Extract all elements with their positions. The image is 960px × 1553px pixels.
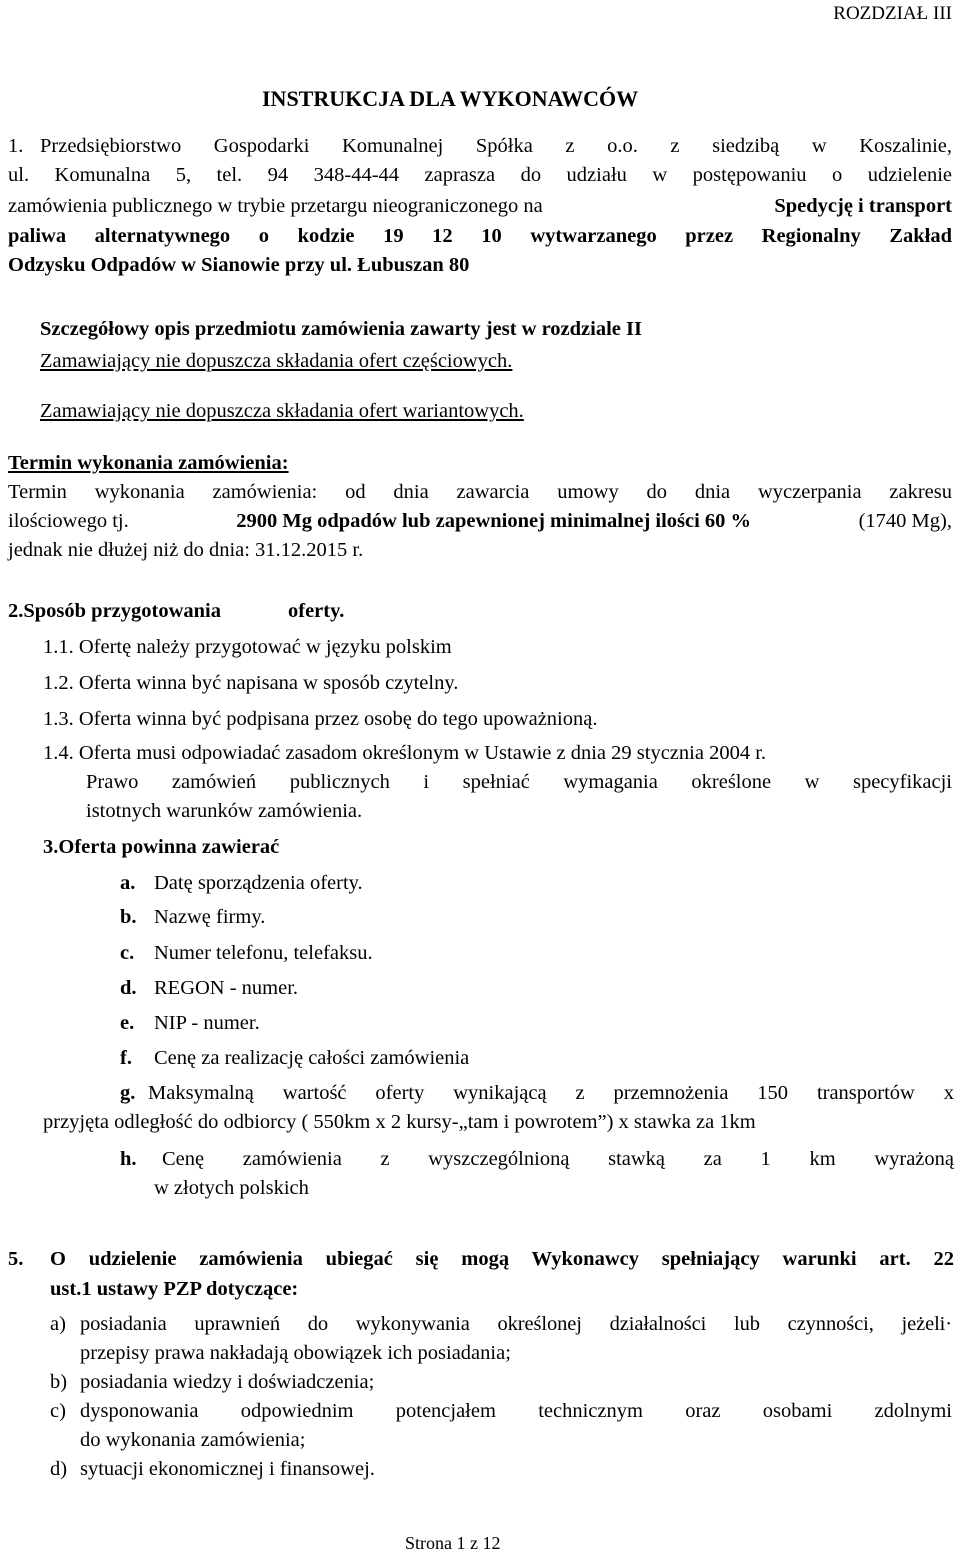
deadline-line2 [8, 508, 952, 535]
chapter-label: ROZDZIAŁ III [833, 3, 952, 24]
section1-line2: ul. Komunalna 5, tel. 94 348-44-44 zaprasza do udziału w postępowaniu o udzielenie [8, 164, 952, 186]
item-letter: d. [120, 977, 137, 999]
list-item-letter: d) [50, 1458, 68, 1480]
list-item-text: posiadania wiedzy i doświadczenia; [80, 1371, 375, 1393]
section5-line2: ust.1 ustawy PZP dotyczące: [50, 1278, 299, 1300]
item-number: 1.2. [43, 672, 74, 694]
item-number: 1.3. [43, 708, 74, 730]
item-letter: e. [120, 1012, 135, 1034]
deadline-line3: jednak nie dłużej niż do dnia: 31.12.2015 r. [8, 539, 364, 561]
item4-continuation-1: Prawo zamówień publicznych i spełniać wymagania określone w specyfikacji [86, 771, 952, 793]
item-h-line1: Cenę zamówienia z wyszczególnioną stawką za 1 km wyrażoną [162, 1148, 954, 1170]
item-number: 1.1. [43, 636, 74, 658]
deadline-line1: Termin wykonania zamówienia: od dnia zawarcia umowy do dnia wyczerpania zakresu [8, 481, 952, 503]
item-text: Oferta winna być podpisana przez osobę do tego upoważnioną. [78, 708, 598, 730]
no-partial-offers: Zamawiający nie dopuszcza składania ofert częściowych. [40, 350, 513, 372]
document-title: INSTRUKCJA DLA WYKONAWCÓW [262, 86, 639, 111]
section2-heading-a: 2.Sposób przygotowania [8, 600, 222, 622]
list-item [120, 904, 265, 931]
list-item [43, 706, 597, 733]
item-text: Oferta musi odpowiadać zasadom określonym w Ustawie z dnia 29 stycznia 2004 r. [78, 742, 767, 764]
list-item-letter: a) [50, 1313, 66, 1335]
subject-description: Szczegółowy opis przedmiotu zamówienia zawarty jest w rozdziale II [40, 318, 642, 340]
deadline-line2-bold: 2900 Mg odpadów lub zapewnionej minimalnej ilości 60 % [236, 510, 752, 532]
list-item [43, 740, 766, 767]
item-text: Oferta winna być napisana w sposób czytelny. [78, 672, 459, 694]
item-letter: f. [120, 1047, 132, 1069]
list-item [120, 1045, 469, 1072]
item-letter: c. [120, 942, 135, 964]
item-a-continuation: przepisy prawa nakładają obowiązek ich posiadania; [80, 1342, 511, 1364]
list-item [43, 634, 452, 661]
section3-heading: 3.Oferta powinna zawierać [43, 836, 280, 858]
item-text: Numer telefonu, telefaksu. [154, 942, 373, 964]
page-number: Strona 1 z 12 [405, 1533, 501, 1553]
list-item-letter: b) [50, 1371, 68, 1393]
item-text: Nazwę firmy. [154, 906, 266, 928]
item-letter: b. [120, 906, 137, 928]
list-item-text: sytuacji ekonomicznej i finansowej. [80, 1458, 375, 1480]
section5-line1: O udzielenie zamówienia ubiegać się mogą Wykonawcy spełniający warunki art. 22 [50, 1248, 954, 1270]
list-item [43, 670, 458, 697]
list-item-letter: c) [50, 1400, 66, 1422]
list-item-text: dysponowania odpowiednim potencjałem technicznym oraz osobami zdolnymi [80, 1400, 952, 1422]
item4-continuation-2: istotnych warunków zamówienia. [86, 800, 363, 822]
item-letter: a. [120, 872, 136, 894]
section1-line4: paliwa alternatywnego o kodzie 19 12 10 wytwarzanego przez Regionalny Zakład [8, 225, 952, 247]
list-item-text: posiadania uprawnień do wykonywania określonej działalności lub czynności, jeżeli· [80, 1313, 952, 1335]
item-c-continuation: do wykonania zamówienia; [80, 1429, 306, 1451]
no-variant-offers: Zamawiający nie dopuszcza składania ofert wariantowych. [40, 400, 524, 422]
list-item [120, 1010, 260, 1037]
deadline-line2-plain: ilościowego tj. [8, 510, 129, 532]
deadline-heading: Termin wykonania zamówienia: [8, 452, 289, 474]
section1-line5: Odzysku Odpadów w Sianowie przy ul. Łubuszan 80 [8, 254, 470, 276]
section1-line3-bold: Spedycję i transport [774, 195, 952, 217]
section2-heading-b: oferty. [288, 600, 345, 622]
item-text: Ofertę należy przygotować w języku polskim [78, 636, 452, 658]
item-text: Datę sporządzenia oferty. [154, 872, 363, 894]
item-h-line2: w złotych polskich [154, 1177, 309, 1199]
item-text: Cenę za realizację całości zamówienia [154, 1047, 470, 1069]
item-text: REGON - numer. [154, 977, 299, 999]
deadline-line2-end: (1740 Mg), [858, 510, 952, 532]
item-g-letter: g. [120, 1082, 136, 1104]
item-g-line2: przyjęta odległość do odbiorcy ( 550km x 2 kursy-„tam i powrotem”) x stawka za 1km [43, 1111, 756, 1133]
section1-line3 [8, 193, 952, 220]
section1-number: 1. [8, 135, 24, 157]
section1-line1: Przedsiębiorstwo Gospodarki Komunalnej Spółka z o.o. z siedzibą w Koszalinie, [40, 135, 952, 157]
item-text: NIP - numer. [154, 1012, 260, 1034]
section1-line3-plain: zamówienia publicznego w trybie przetargu nieograniczonego na [8, 195, 543, 217]
item-h-letter: h. [120, 1148, 137, 1170]
list-item [120, 870, 363, 897]
section5-number: 5. [8, 1248, 24, 1270]
list-item [120, 940, 373, 967]
list-item [120, 975, 298, 1002]
item-number: 1.4. [43, 742, 74, 764]
item-g-line1: Maksymalną wartość oferty wynikającą z przemnożenia 150 transportów x [148, 1082, 954, 1104]
